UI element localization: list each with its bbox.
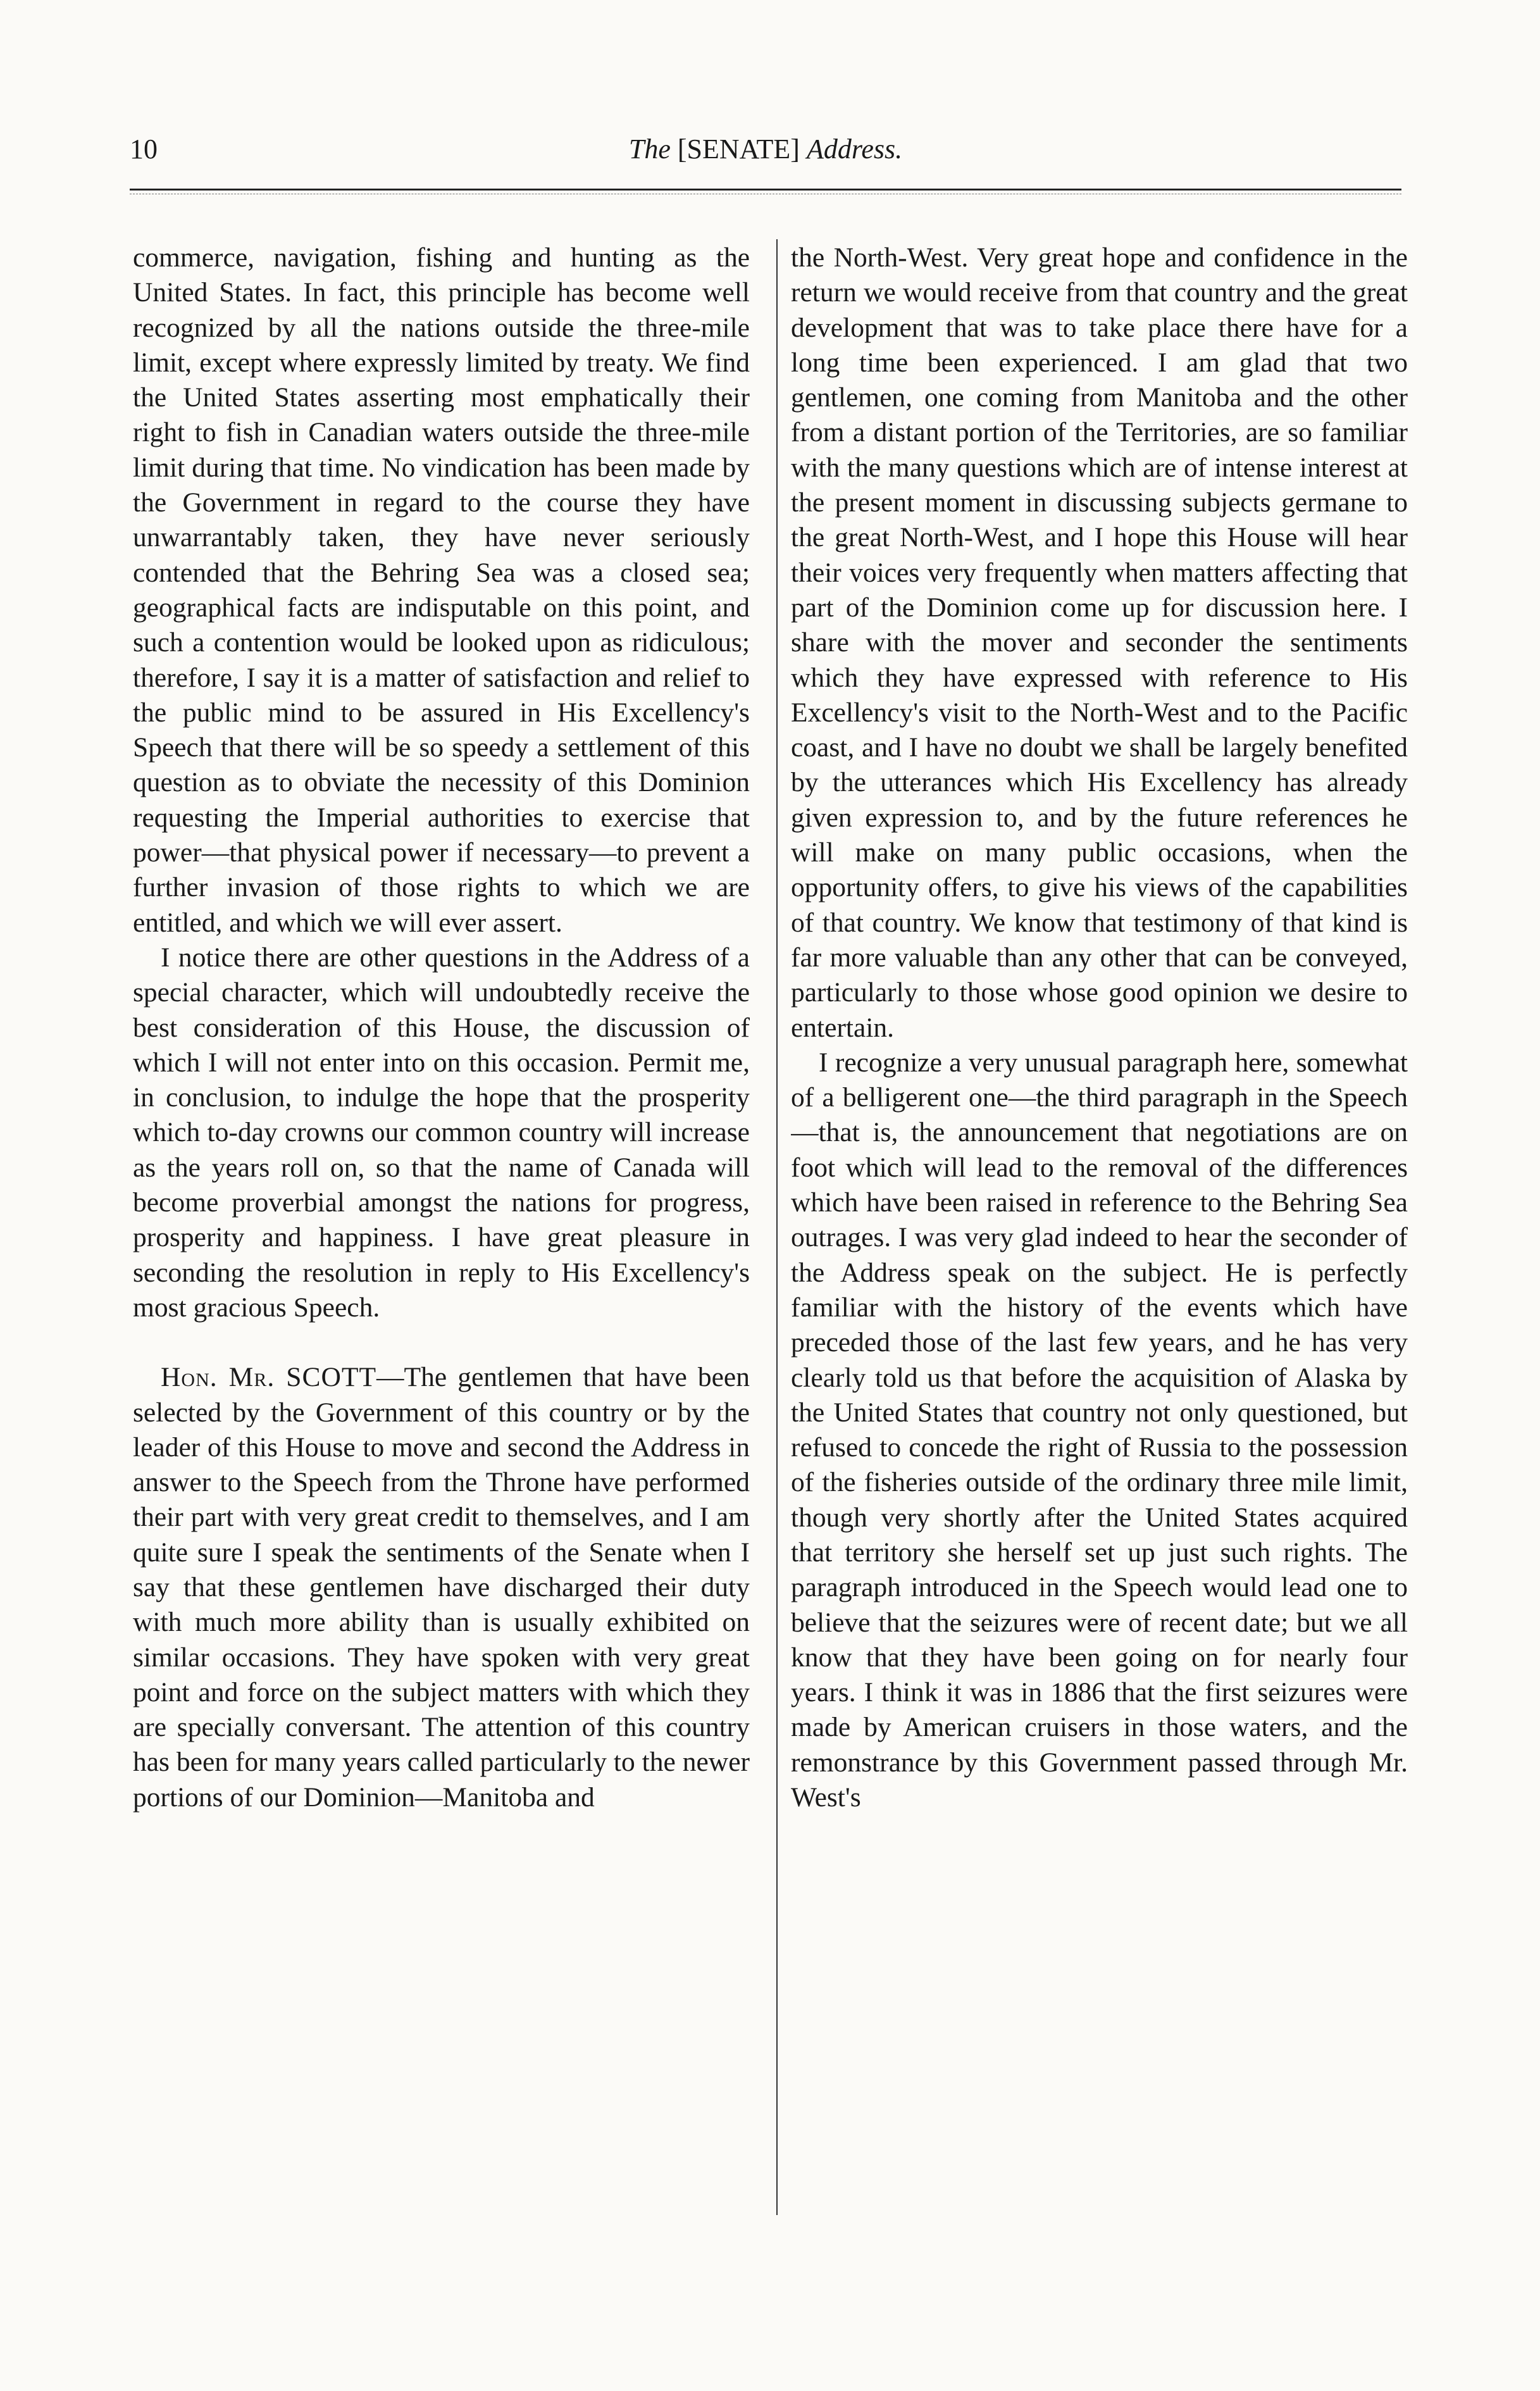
page-number: 10 xyxy=(130,134,158,165)
running-title xyxy=(130,133,1401,165)
speech-text: —The gentlemen that have been selected by the Government of this country or by the leader of this House to move and second the Address in answer to the Speech from the Throne have performed their part with very great credit to themselves, and I am quite sure I speak the sentiments of the Senate when I say that these gentlemen have discharged their duty with much more ability than is usually exhibited on similar occasions. They have spoken with very great point and force on the subject matters with which they are specially conversant. The attention of this country has been for many years called particularly to the newer portions of our Dominion—Manitoba and xyxy=(133,1362,750,1813)
column-divider xyxy=(776,239,778,2215)
left-paragraph-1: commerce, navigation, fishing and hunting as the United States. In fact, this principle has become well recognized by all the nations outside the three-mile limit, except where expressly limited by treaty. We find the United States asserting most emphatically their right to fish in Canadian waters outside the three-mile limit during that time. No vindication has been made by the Government in regard to the course they have unwarrantably taken, they have never seriously contended that the Behring Sea was a closed sea; geographical facts are indisputable on this point, and such a contention would be looked upon as ridiculous; therefore, I say it is a matter of satisfaction and relief to the public mind to be assured in His Excellency's Speech that there will be so speedy a settlement of this question as to obviate the necessity of this Dominion requesting the Imperial authorities to exercise that power—that physical power if necessary—to prevent a further invasion of those rights to which we are entitled, and which we will ever assert. xyxy=(133,242,750,938)
page-header xyxy=(130,133,1401,177)
right-paragraph-2: I recognize a very unusual paragraph here, somewhat of a belligerent one—the third paragraph in the Speech—that is, the announcement that negotiations are on foot which will lead to the removal of the differences which have been raised in reference to the Behring Sea outrages. I was very glad indeed to hear the seconder of the Address speak on the subject. He is perfectly familiar with the history of the events which have preceded those of the last few years, and he has very clearly told us that before the acquisition of Alaska by the United States that country not only questioned, but refused to concede the right of Russia to the possession of the fisheries outside of the ordinary three mile limit, though very shortly after the United States acquired that territory she herself set up just such rights. The paragraph introduced in the Speech would lead one to believe that the seizures were of recent date; but we all know that they have been going on for nearly four years. I think it was in 1886 that the first seizures were made by American cruisers in those waters, and the remonstrance by this Government passed through Mr. West's xyxy=(791,1047,1408,1813)
left-paragraph-2: I notice there are other questions in the Address of a special character, which will undoubtedly receive the best consideration of this House, the discussion of which I will not enter into on this occasion. Permit me, in conclusion, to indulge the hope that the prosperity which to-day crowns our common country will increase as the years roll on, so that the name of Canada will become proverbial amongst the nations for progress, prosperity and happiness. I have great pleasure in seconding the resolution in reply to His Excellency's most gracious Speech. xyxy=(133,942,750,1323)
right-paragraph-1: the North-West. Very great hope and confidence in the return we would receive from that country and the great development that was to take place there have for a long time been experienced. I am glad that two gentlemen, one coming from Manitoba and the other from a distant portion of the Territories, are so familiar with the many questions which are of intense interest at the present moment in discussing subjects germane to the great North-West, and I hope this House will hear their voices very frequently when matters affecting that part of the Dominion come up for discussion here. I share with the mover and seconder the sentiments which they have expressed with reference to His Excellency's visit to the North-West and to the Pacific coast, and I have no doubt we shall be largely benefited by the utterances which His Excellency has already given expression to, and by the future references he will make on many public occasions, when the opportunity offers, to give his views of the capabilities of that country. We know that testimony of that kind is far more valuable than any other that can be conveyed, particularly to those whose good opinion we desire to entertain. xyxy=(791,242,1408,1043)
running-title-address: Address. xyxy=(806,134,903,165)
left-column xyxy=(133,240,750,2215)
header-rule xyxy=(130,189,1401,190)
left-paragraph-3 xyxy=(133,1360,750,1815)
running-title-senate: [SENATE] xyxy=(677,134,800,165)
speaker-name: Hon. Mr. SCOTT xyxy=(161,1362,377,1393)
right-column xyxy=(791,240,1408,2215)
running-title-the: The xyxy=(628,134,671,165)
